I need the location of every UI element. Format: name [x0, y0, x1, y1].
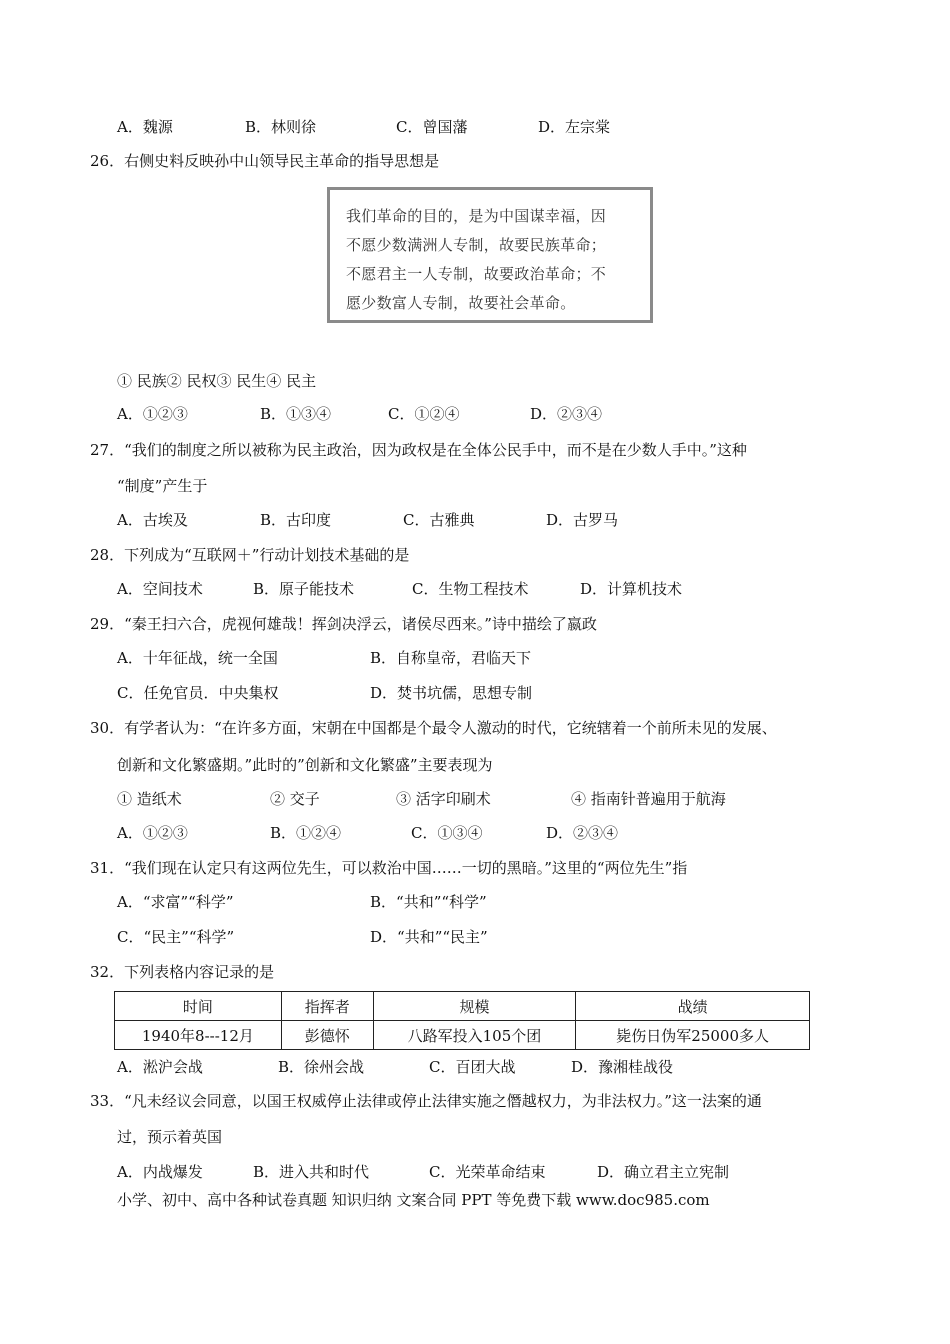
q25-option-a: A．魏源: [117, 118, 173, 136]
q29-option-d: D．焚书坑儒，思想专制: [370, 684, 533, 702]
q25-option-b: B．林则徐: [245, 118, 317, 136]
q30-item-2: ② 交子: [270, 790, 320, 808]
q26-quote-line: 我们革命的目的，是为中国谋幸福，因: [346, 207, 607, 225]
q30-stem-cont: 创新和文化繁盛期。”此时的”创新和文化繁盛”主要表现为: [117, 756, 493, 774]
q30-item-4: ④ 指南针普遍用于航海: [571, 790, 726, 808]
q26-quote-box: [327, 187, 653, 323]
q31-stem: 31．“我们现在认定只有这两位先生，可以救治中国……一切的黑暗。”这里的“两位先生”指: [90, 859, 688, 877]
q30-stem: 30．有学者认为：“在许多方面，宋朝在中国都是个最令人激动的时代，它统辖着一个前所未见的发展、: [90, 719, 777, 737]
q30-item-3: ③ 活字印刷术: [396, 790, 491, 808]
q33-option-a: A．内战爆发: [117, 1163, 203, 1181]
q27-option-d: D．古罗马: [546, 511, 619, 529]
q28-option-a: A．空间技术: [117, 580, 203, 598]
q31-option-c: C．“民主”“科学”: [117, 928, 235, 946]
q30-option-a: A．①②③: [117, 824, 188, 842]
q29-option-c: C．任免官员．中央集权: [117, 684, 279, 702]
table-cell: 1940年8---12月: [115, 1021, 282, 1050]
q33-stem-cont: 过，预示着英国: [117, 1128, 223, 1146]
q26-option-a: A．①②③: [117, 405, 188, 423]
q33-stem: 33．“凡未经议会同意，以国王权威停止法律或停止法律实施之僭越权力，为非法权力。”这一法案的通: [90, 1092, 762, 1110]
table-header-cell: 指挥者: [281, 992, 373, 1021]
q27-option-b: B．古印度: [260, 511, 332, 529]
q26-items: ① 民族② 民权③ 民生④ 民主: [117, 372, 317, 390]
table-header-cell: 规模: [373, 992, 576, 1021]
table-row: [115, 1021, 810, 1050]
q33-option-c: C．光荣革命结束: [429, 1163, 546, 1181]
q27-option-c: C．古雅典: [403, 511, 475, 529]
q28-stem: 28．下列成为“互联网＋”行动计划技术基础的是: [90, 546, 410, 564]
q30-item-1: ① 造纸术: [117, 790, 182, 808]
q28-option-c: C．生物工程技术: [412, 580, 529, 598]
table-header-row: [115, 992, 810, 1021]
q30-option-b: B．①②④: [270, 824, 342, 842]
q32-option-c: C．百团大战: [429, 1058, 516, 1076]
page-footer: 小学、初中、高中各种试卷真题 知识归纳 文案合同 PPT 等免费下载 www.doc985.com: [117, 1191, 710, 1209]
table-header-cell: 时间: [115, 992, 282, 1021]
q31-option-b: B．“共和”“科学”: [370, 893, 487, 911]
table-cell: 毙伤日伪军25000多人: [576, 1021, 810, 1050]
q25-option-c: C．曾国藩: [396, 118, 468, 136]
q26-quote-line: 愿少数富人专制，故要社会革命。: [346, 294, 576, 312]
q26-option-d: D．②③④: [530, 405, 603, 423]
q27-option-a: A．古埃及: [117, 511, 188, 529]
q29-option-b: B．自称皇帝，君临天下: [370, 649, 532, 667]
q32-option-d: D．豫湘桂战役: [571, 1058, 674, 1076]
q25-option-d: D．左宗棠: [538, 118, 611, 136]
q33-option-d: D．确立君主立宪制: [597, 1163, 730, 1181]
table-cell: 八路军投入105个团: [373, 1021, 576, 1050]
q30-option-c: C．①③④: [411, 824, 483, 842]
q27-stem-cont: “制度”产生于: [117, 477, 208, 495]
q26-option-b: B．①③④: [260, 405, 332, 423]
q32-option-b: B．徐州会战: [278, 1058, 365, 1076]
q28-option-d: D．计算机技术: [580, 580, 683, 598]
q26-option-c: C．①②④: [388, 405, 460, 423]
q28-option-b: B．原子能技术: [253, 580, 355, 598]
table-cell: 彭德怀: [281, 1021, 373, 1050]
q29-option-a: A．十年征战，统一全国: [117, 649, 278, 667]
q32-option-a: A．淞沪会战: [117, 1058, 203, 1076]
q27-stem: 27．“我们的制度之所以被称为民主政治，因为政权是在全体公民手中，而不是在少数人手中。”这种: [90, 441, 747, 459]
q32-table: [114, 991, 810, 1050]
q31-option-d: D．“共和”“民主”: [370, 928, 488, 946]
q26-stem: 26．右侧史料反映孙中山领导民主革命的指导思想是: [90, 152, 440, 170]
q32-stem: 32．下列表格内容记录的是: [90, 963, 275, 981]
table-header-cell: 战绩: [576, 992, 810, 1021]
q33-option-b: B．进入共和时代: [253, 1163, 370, 1181]
q29-stem: 29．“秦王扫六合，虎视何雄哉！挥剑决浮云，诸侯尽西来。”诗中描绘了嬴政: [90, 615, 597, 633]
q26-quote-line: 不愿少数满洲人专制，故要民族革命；: [346, 236, 607, 254]
q26-quote-line: 不愿君主一人专制，故要政治革命；不: [346, 265, 607, 283]
q31-option-a: A．“求富”“科学”: [117, 893, 234, 911]
q30-option-d: D．②③④: [546, 824, 619, 842]
